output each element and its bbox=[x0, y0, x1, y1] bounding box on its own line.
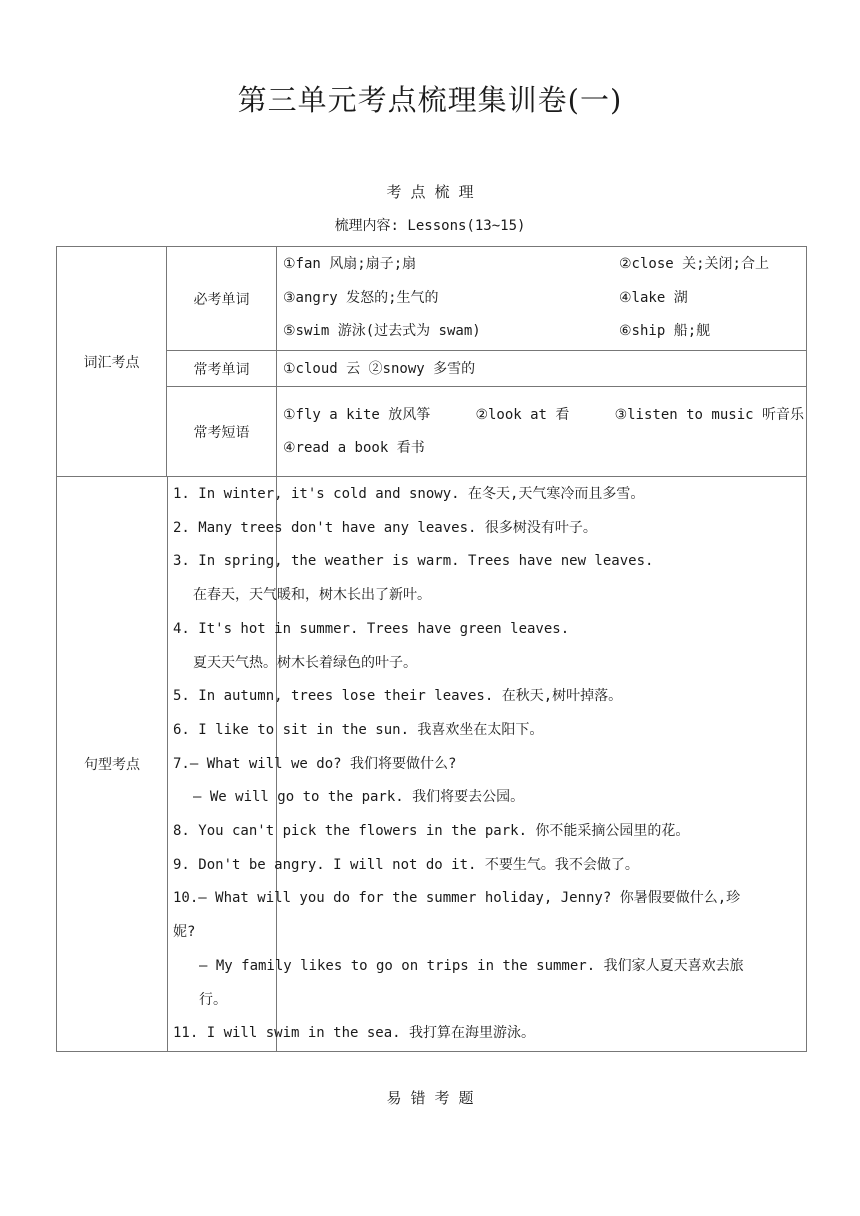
common-phrases-label: 常考短语 bbox=[167, 387, 277, 477]
section-review-heading: 考 点 梳 理 bbox=[386, 183, 474, 201]
phrase-item: ③listen to music 听音乐 bbox=[614, 406, 804, 423]
sentence-line: 夏天天气热。树木长着绿色的叶子。 bbox=[193, 654, 417, 671]
sentence-line: 妮? bbox=[173, 924, 196, 941]
sentence-line: — My family likes to go on trips in the summer. 我们家人夏天喜欢去旅 bbox=[199, 957, 744, 974]
sentence-line: 10.— What will you do for the summer holiday, Jenny? 你暑假要做什么,珍 bbox=[173, 890, 741, 907]
section-errors-heading: 易 错 考 题 bbox=[386, 1089, 474, 1107]
required-word-item: ①fan 风扇;扇子;扇 bbox=[283, 256, 417, 273]
sentence-cell bbox=[173, 477, 807, 1052]
sentence-line: 行。 bbox=[199, 991, 227, 1008]
sentence-line: 11. I will swim in the sea. 我打算在海里游泳。 bbox=[173, 1025, 536, 1042]
required-words-cell bbox=[277, 247, 807, 351]
phrase-item: ②look at 看 bbox=[475, 406, 570, 423]
page-title: 第三单元考点梳理集训卷(一) bbox=[237, 83, 623, 117]
required-word-item: ⑥ship 船;舰 bbox=[619, 323, 711, 340]
common-phrases-cell bbox=[277, 387, 807, 477]
review-table bbox=[56, 246, 807, 1052]
sentence-line: 7.— What will we do? 我们将要做什么? bbox=[173, 755, 457, 772]
sentence-line: 8. You can't pick the flowers in the park. 你不能采摘公园里的花。 bbox=[173, 823, 690, 840]
phrase-item: ①fly a kite 放风筝 bbox=[283, 406, 431, 423]
sentence-line: 1. In winter, it's cold and snowy. 在冬天,天气寒冷而且多雪。 bbox=[173, 486, 645, 502]
required-words-label: 必考单词 bbox=[167, 247, 277, 351]
sentence-line: 3. In spring, the weather is warm. Trees have new leaves. bbox=[173, 553, 654, 570]
sentence-line: 在春天，天气暖和，树木长出了新叶。 bbox=[193, 587, 431, 604]
required-word-item: ④lake 湖 bbox=[619, 289, 688, 306]
sentence-line: 9. Don't be angry. I will not do it. 不要生气。我不会做了。 bbox=[173, 856, 639, 873]
common-words-cell bbox=[277, 351, 807, 387]
phrase-item: ④read a book 看书 bbox=[283, 439, 425, 456]
common-words-text: ①cloud 云 ②snowy 多雪的 bbox=[283, 360, 476, 377]
common-words-label: 常考单词 bbox=[167, 351, 277, 387]
sentence-line: 5. In autumn, trees lose their leaves. 在秋天,树叶掉落。 bbox=[173, 688, 623, 705]
required-word-item: ⑤swim 游泳(过去式为 swam) bbox=[283, 323, 481, 340]
sentence-line: 4. It's hot in summer. Trees have green leaves. bbox=[173, 620, 570, 637]
review-scope: 梳理内容: Lessons(13~15) bbox=[334, 218, 526, 234]
vocab-category: 词汇考点 bbox=[57, 247, 167, 477]
sentence-category: 句型考点 bbox=[84, 757, 140, 773]
sentence-line: 6. I like to sit in the sun. 我喜欢坐在太阳下。 bbox=[173, 721, 544, 738]
sentence-line: 2. Many trees don't have any leaves. 很多树没有叶子。 bbox=[173, 519, 597, 536]
required-word-item: ③angry 发怒的;生气的 bbox=[283, 289, 439, 306]
sentence-line: — We will go to the park. 我们将要去公园。 bbox=[193, 789, 525, 806]
required-word-item: ②close 关;关闭;合上 bbox=[619, 256, 769, 273]
